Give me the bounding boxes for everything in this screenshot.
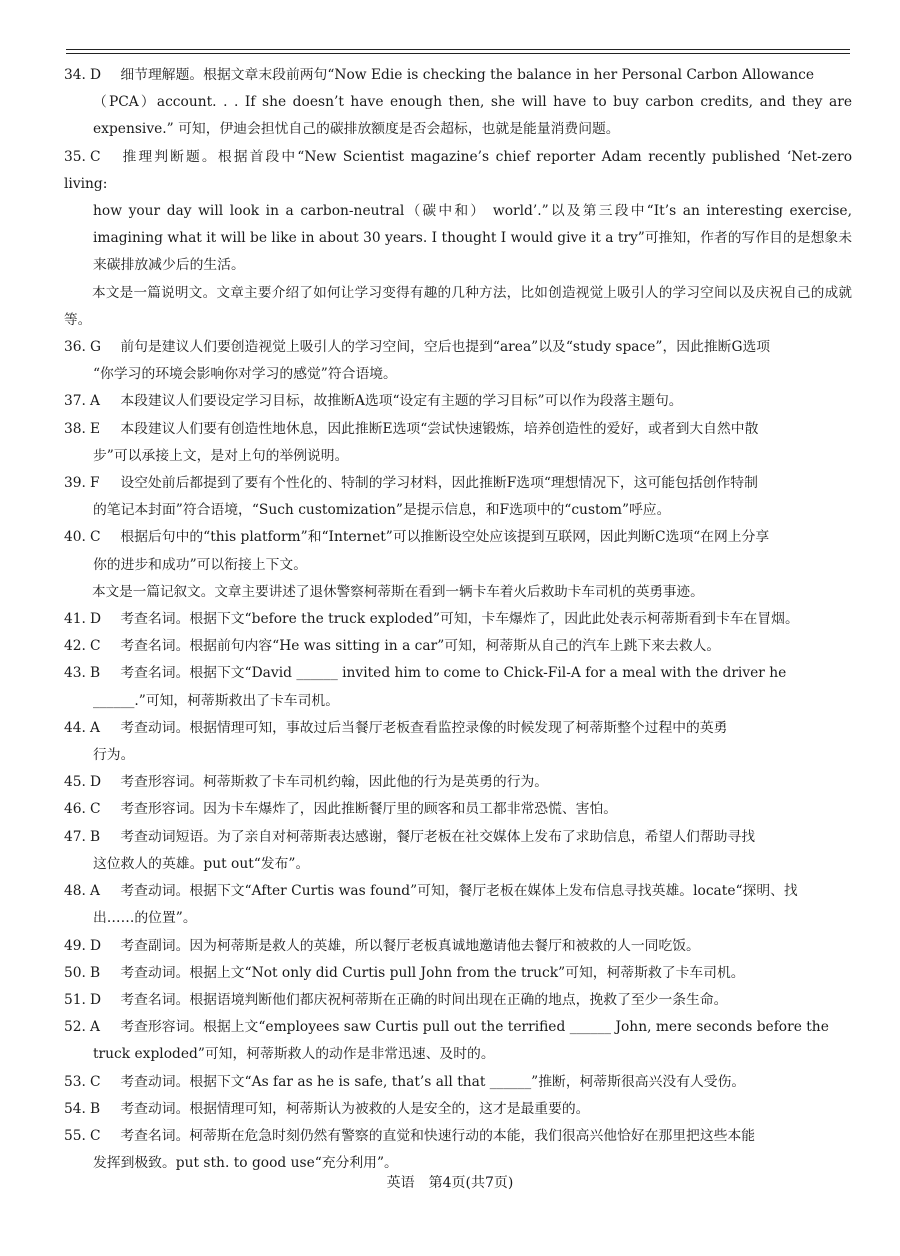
explanation-text: 考查名词。柯蒂斯在危急时刻仍然有警察的直觉和快速行动的本能，我们很高兴他恰好在那里把这些本能 [120, 1127, 756, 1144]
answer-letter: C [90, 529, 101, 546]
explanation-text: 推理判断题。根据首段中“New Scientist magazine’s chief reporter Adam recently published ‘Net-zero living: [64, 148, 852, 192]
question-number: 55. [64, 1127, 86, 1144]
explanation-text: 考查形容词。根据上文“employees saw Curtis pull out the terrified ______ John, mere seconds before the [120, 1019, 829, 1036]
explanation-continuation: 步”可以承接上文，是对上句的举例说明。 [93, 447, 349, 464]
answer-letter: D [90, 991, 102, 1008]
explanation-item-40 [64, 524, 852, 578]
explanation-item-34 [64, 62, 852, 144]
answer-letter: D [90, 67, 102, 83]
question-number: 46. [64, 801, 86, 818]
explanation-continuation: truck exploded”可知，柯蒂斯救人的动作是非常迅速、及时的。 [93, 1046, 495, 1063]
explanation-item-43 [64, 660, 852, 714]
question-number: 38. [64, 420, 86, 437]
explanation-item-45 [64, 769, 852, 796]
question-number: 35. [64, 148, 86, 165]
explanation-text: 前句是建议人们要创造视觉上吸引人的学习空间，空后也提到“area”以及“study space”，因此推断G选项 [120, 339, 771, 356]
answer-explanations [64, 62, 852, 1177]
explanation-item-48 [64, 878, 852, 932]
answer-letter: G [90, 339, 102, 356]
question-number: 43. [64, 665, 86, 682]
explanation-continuation: 你的进步和成功”可以衔接上下文。 [93, 556, 308, 573]
explanation-text: 考查动词。根据情理可知，事故过后当餐厅老板查看监控录像的时候发现了柯蒂斯整个过程中的英勇 [120, 719, 728, 736]
answer-letter: A [90, 883, 100, 900]
explanation-item-51 [64, 987, 852, 1014]
question-number: 45. [64, 774, 86, 791]
answer-letter: D [90, 774, 102, 791]
explanation-item-46 [64, 796, 852, 823]
question-number: 36. [64, 339, 86, 356]
question-number: 47. [64, 828, 86, 845]
question-number: 39. [64, 475, 86, 492]
explanation-text: 细节理解题。根据文章末段前两句“Now Edie is checking the balance in her Personal Carbon Allowance [120, 67, 815, 83]
explanation-continuation: （PCA）account. . . If she doesn’t have enough then, she will have to buy carbon credits, and they are expensive.” 可知，伊迪会担忧自己的碳排放额度是否会超标，也就是能量消费问题。 [93, 94, 852, 138]
explanation-continuation: how your day will look in a carbon-neutral（碳中和） world’.”以及第三段中“It’s an interesting exercise, imagining what it will be like in about 30 years. I thought I would give it a try”可推知，作者的写作目的是想象未来碳排放减少后的生活。 [93, 203, 852, 274]
explanation-item-44 [64, 715, 852, 769]
passage-summary: 本文是一篇说明文。文章主要介绍了如何让学习变得有趣的几种方法，比如创造视觉上吸引人的学习空间以及庆祝自己的成就等。 [64, 284, 852, 328]
explanation-item-54 [64, 1096, 852, 1123]
explanation-item-35 [64, 144, 852, 280]
question-number: 52. [64, 1019, 86, 1036]
explanation-item-42 [64, 633, 852, 660]
question-number: 37. [64, 393, 86, 410]
explanation-text: 考查名词。根据前句内容“He was sitting in a car”可知，柯蒂斯从自己的汽车上跳下来去救人。 [120, 638, 721, 655]
explanation-text: 考查形容词。因为卡车爆炸了，因此推断餐厅里的顾客和员工都非常恐慌、害怕。 [120, 801, 618, 818]
passage-summary: 本文是一篇记叙文。文章主要讲述了退休警察柯蒂斯在看到一辆卡车着火后救助卡车司机的英勇事迹。 [92, 583, 704, 600]
question-number: 53. [64, 1073, 86, 1090]
explanation-text: 考查动词。根据下文“As far as he is safe, that’s all that ______”推断，柯蒂斯很高兴没有人受伤。 [120, 1073, 746, 1090]
explanation-text: 考查名词。根据下文“David ______ invited him to come to Chick-Fil-A for a meal with the driver he [120, 665, 787, 682]
answer-letter: D [90, 937, 102, 954]
answer-letter: B [90, 1100, 101, 1117]
question-number: 42. [64, 638, 86, 655]
explanation-text: 考查动词。根据情理可知，柯蒂斯认为被救的人是安全的，这才是最重要的。 [120, 1100, 590, 1117]
explanation-continuation: “你学习的环境会影响你对学习的感觉”符合语境。 [93, 366, 397, 383]
answer-letter: A [90, 393, 100, 410]
explanation-text: 根据后句中的“this platform”和“Internet”可以推断设空处应该提到互联网，因此判断C选项“在网上分享 [120, 529, 770, 546]
explanation-continuation: 行为。 [93, 747, 135, 764]
explanation-text: 考查名词。根据语境判断他们都庆祝柯蒂斯在正确的时间出现在正确的地点，挽救了至少一条生命。 [120, 991, 728, 1008]
question-number: 48. [64, 883, 86, 900]
explanation-item-49 [64, 933, 852, 960]
explanation-continuation: 发挥到极致。put sth. to good use“充分利用”。 [93, 1155, 398, 1172]
answer-letter: F [90, 475, 100, 492]
explanation-continuation: 这位救人的英雄。put out“发布”。 [93, 855, 310, 872]
explanation-text: 本段建议人们要设定学习目标，故推断A选项“设定有主题的学习目标”可以作为段落主题句。 [120, 393, 683, 410]
explanation-item-36 [64, 334, 852, 388]
answer-letter: C [90, 148, 101, 165]
explanation-text: 考查动词。根据下文“After Curtis was found”可知，餐厅老板在媒体上发布信息寻找英雄。locate“探明、找 [120, 883, 798, 900]
explanation-item-41 [64, 606, 852, 633]
explanation-text: 考查名词。根据下文“before the truck exploded”可知，卡车爆炸了，因此此处表示柯蒂斯看到卡车在冒烟。 [120, 611, 799, 628]
answer-letter: A [90, 1019, 100, 1036]
answer-letter: C [90, 1073, 101, 1090]
explanation-item-53 [64, 1069, 852, 1096]
answer-letter: C [90, 638, 101, 655]
answer-letter: B [90, 665, 101, 682]
question-number: 54. [64, 1100, 86, 1117]
explanation-text: 考查副词。因为柯蒂斯是救人的英雄，所以餐厅老板真诚地邀请他去餐厅和被救的人一同吃饭。 [120, 937, 700, 954]
answer-letter: A [90, 719, 100, 736]
question-number: 40. [64, 529, 86, 546]
question-number: 44. [64, 719, 86, 736]
header-rule-thick [66, 49, 850, 50]
explanation-item-47 [64, 824, 852, 878]
page-footer: 英语 第4页(共7页) [386, 1175, 514, 1191]
explanation-text: 考查形容词。柯蒂斯救了卡车司机约翰，因此他的行为是英勇的行为。 [120, 774, 549, 791]
explanation-text: 本段建议人们要有创造性地休息，因此推断E选项“尝试快速锻炼，培养创造性的爱好，或者到大自然中散 [120, 420, 759, 437]
explanation-item-55 [64, 1123, 852, 1177]
answer-letter: E [90, 420, 101, 437]
explanation-item-37 [64, 388, 852, 415]
answer-letter: C [90, 1127, 101, 1144]
explanation-text: 设空处前后都提到了要有个性化的、特制的学习材料，因此推断F选项“理想情况下，这可能包括创作特制 [120, 475, 758, 492]
question-number: 50. [64, 964, 86, 981]
answer-letter: D [90, 611, 102, 628]
explanation-item-50 [64, 960, 852, 987]
question-number: 34. [64, 67, 86, 83]
explanation-continuation: ______.”可知，柯蒂斯救出了卡车司机。 [93, 692, 339, 709]
explanation-continuation: 的笔记本封面”符合语境，“Such customization”是提示信息，和F选项中的“custom”呼应。 [93, 502, 671, 519]
explanation-item-52 [64, 1014, 852, 1068]
explanation-text: 考查动词短语。为了亲自对柯蒂斯表达感谢，餐厅老板在社交媒体上发布了求助信息，希望人们帮助寻找 [120, 828, 756, 845]
explanation-item-39 [64, 470, 852, 524]
answer-letter: B [90, 828, 101, 845]
question-number: 49. [64, 937, 86, 954]
explanation-text: 考查动词。根据上文“Not only did Curtis pull John from the truck”可知，柯蒂斯救了卡车司机。 [120, 964, 745, 981]
answer-letter: C [90, 801, 101, 818]
explanation-continuation: 出……的位置”。 [93, 910, 197, 927]
question-number: 41. [64, 611, 86, 628]
question-number: 51. [64, 991, 86, 1008]
explanation-item-38 [64, 416, 852, 470]
answer-letter: B [90, 964, 101, 981]
header-rule-thin [66, 53, 850, 54]
